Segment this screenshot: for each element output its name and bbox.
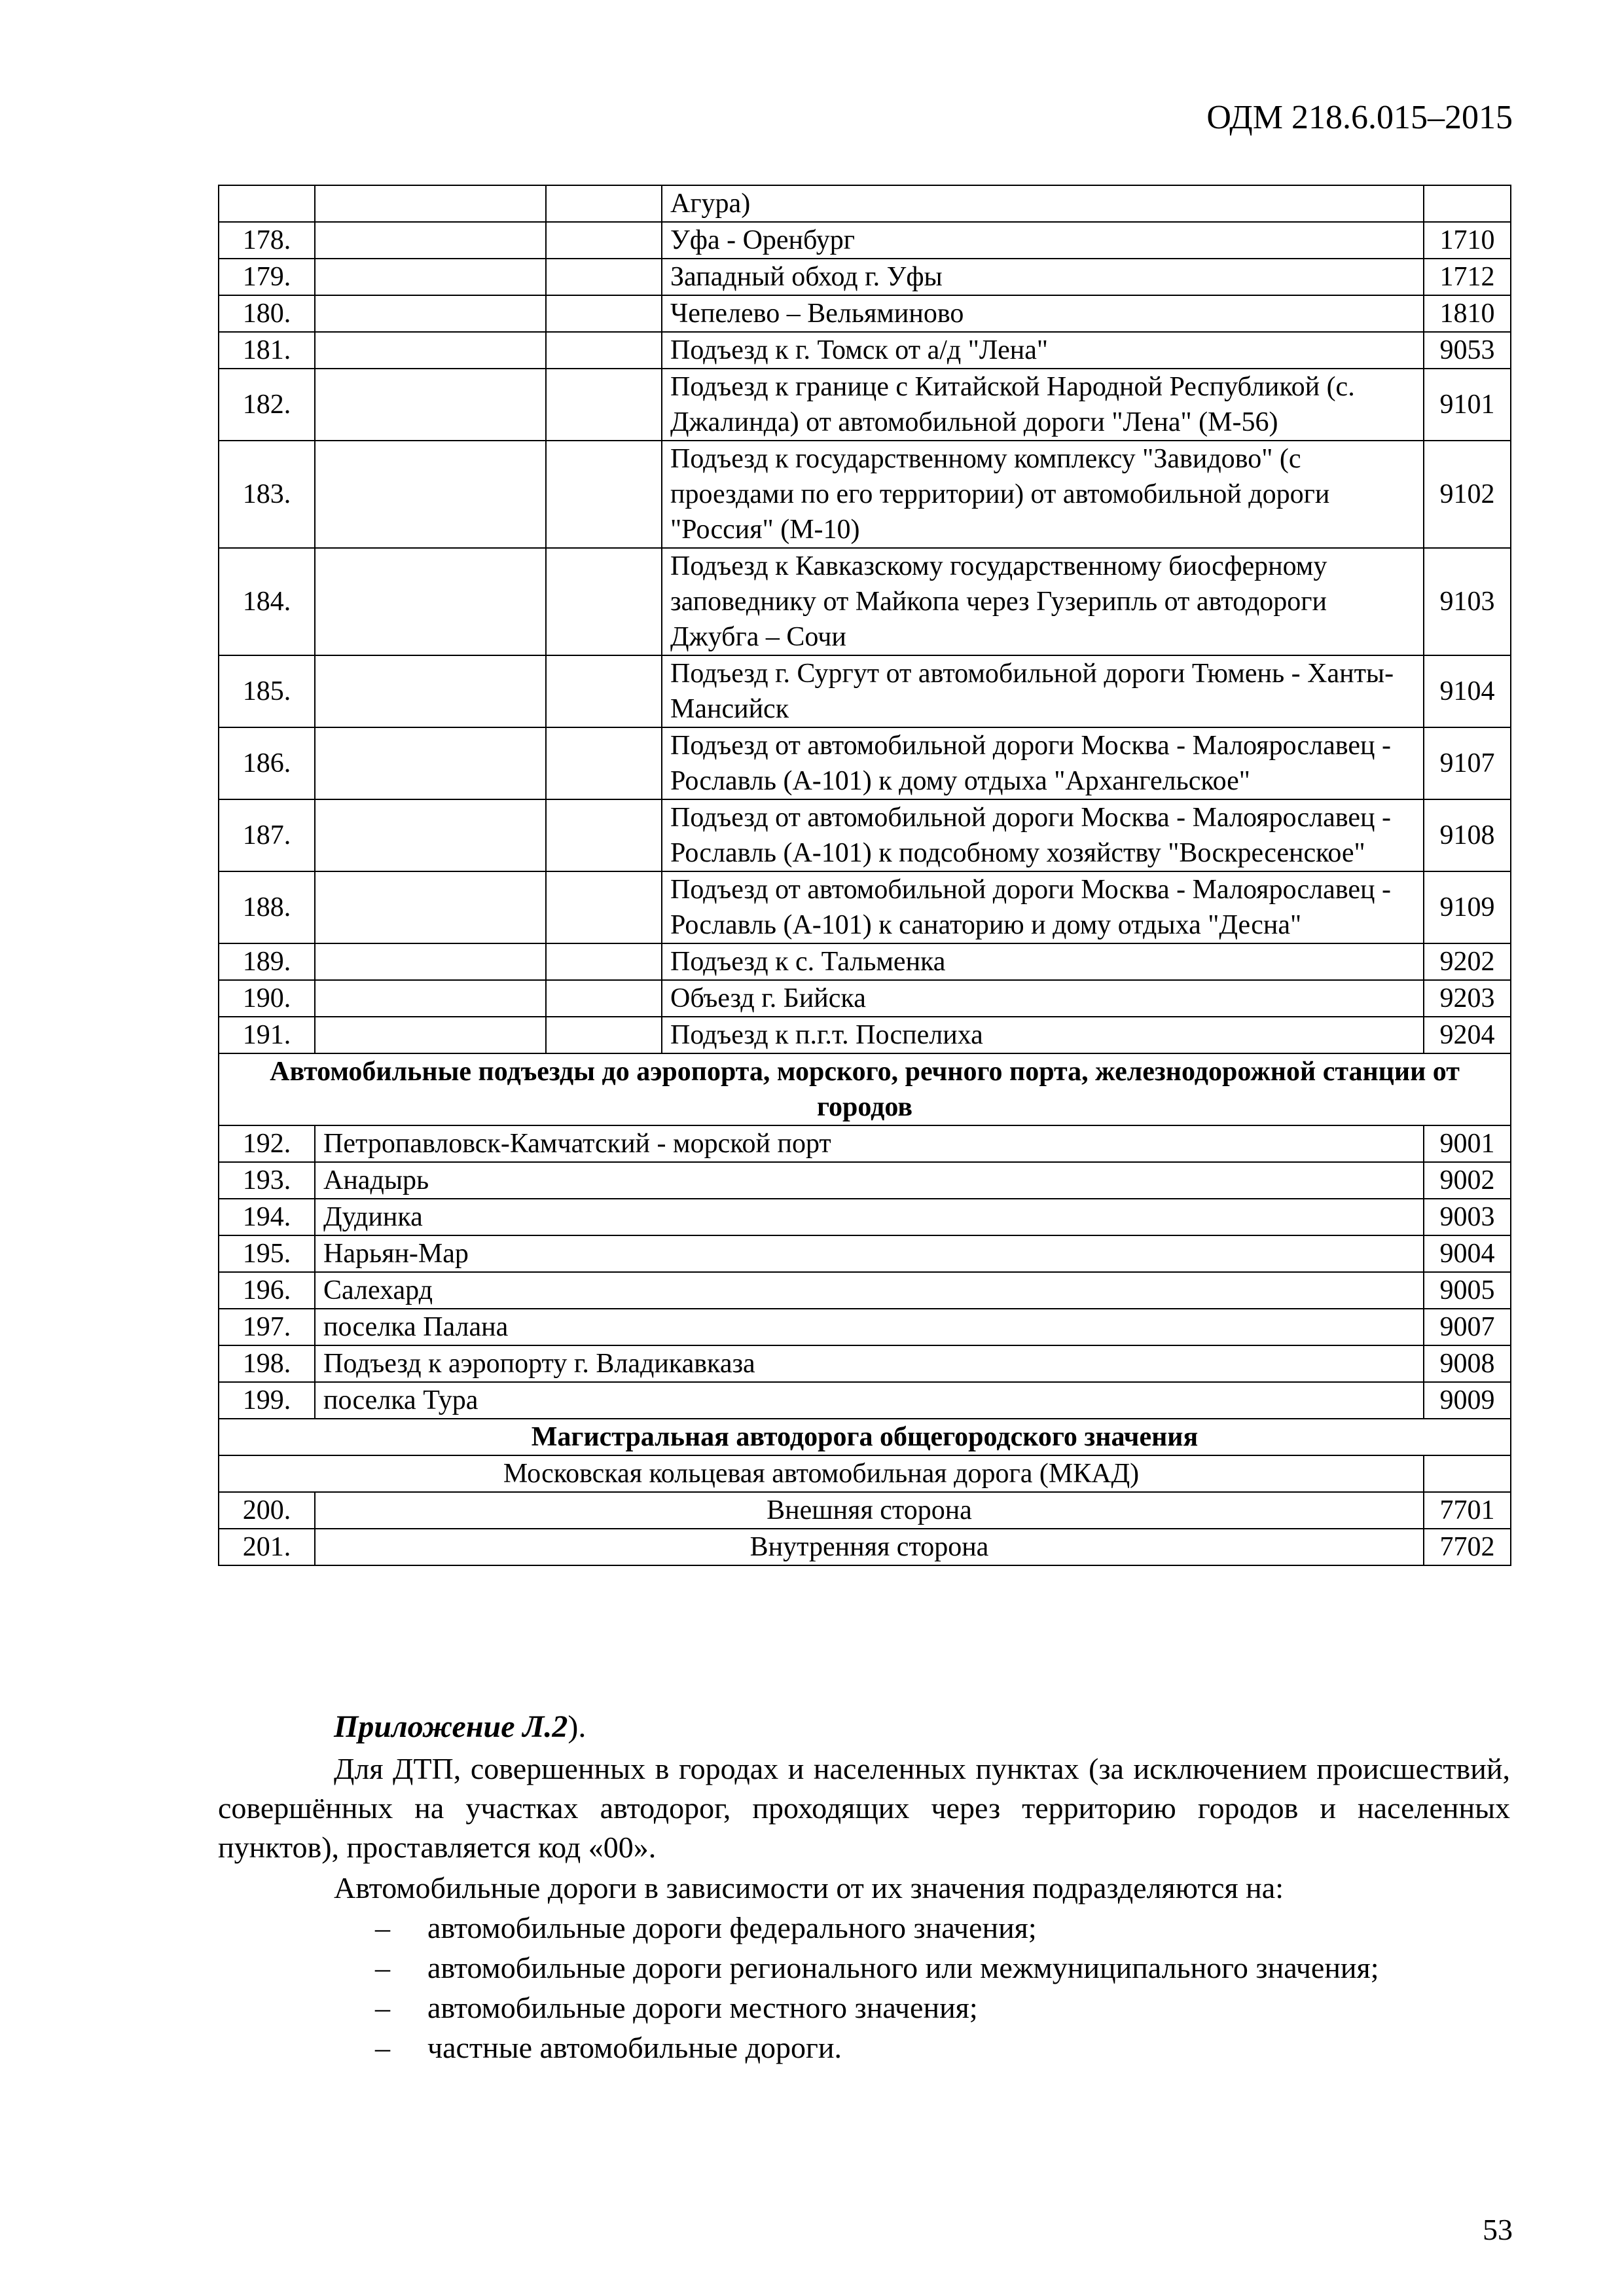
road-code: 9203 [1424,980,1511,1017]
table-row [219,259,1511,295]
row-number: 197. [219,1309,315,1345]
road-name: Подъезд к с. Тальменка [662,943,1424,980]
table-row [219,441,1511,548]
dash-marker: – [375,1911,390,1944]
section-heading-city: Магистральная автодорога общегородского значения [219,1419,1511,1455]
row-number: 196. [219,1272,315,1309]
row-number: 186. [219,727,315,799]
empty-cell [315,980,546,1017]
list-item-text: автомобильные дороги местного значения; [427,1991,978,2024]
empty-cell [315,441,546,548]
road-types-list [218,1908,1510,2068]
table-row [219,185,1511,222]
road-name: Объезд г. Бийска [662,980,1424,1017]
road-code [1424,185,1511,222]
table-row [219,222,1511,259]
road-name: Подъезд к п.г.т. Поспелиха [662,1017,1424,1053]
appendix-title-suffix: ). [568,1709,586,1744]
empty-cell [546,332,662,369]
road-code: 7701 [1424,1492,1511,1529]
table-row [219,943,1511,980]
road-name: Западный обход г. Уфы [662,259,1424,295]
row-number: 188. [219,871,315,943]
table-row [219,727,1511,799]
road-name: Петропавловск-Камчатский - морской порт [315,1125,1424,1162]
table-row [219,1529,1511,1565]
table-body-mkad [219,1492,1511,1565]
page-number: 53 [1483,2213,1513,2246]
road-name: Чепелево – Вельяминово [662,295,1424,332]
empty-cell [546,980,662,1017]
list-item [218,1908,1510,1948]
road-code: 9002 [1424,1162,1511,1199]
road-code: 9108 [1424,799,1511,871]
list-item [218,2028,1510,2068]
empty-cell [315,185,546,222]
list-item-text: автомобильные дороги регионального или межмуниципального значения; [427,1951,1379,1984]
road-code: 9053 [1424,332,1511,369]
mkad-code-empty [1424,1455,1511,1492]
empty-cell [546,369,662,441]
empty-cell [315,1017,546,1053]
road-name: Подъезд к границе с Китайской Народной Республикой (с. Джалинда) от автомобильной дороги "Лена" (М-56) [662,369,1424,441]
row-number: 201. [219,1529,315,1565]
table-section-city [219,1419,1511,1492]
empty-cell [546,799,662,871]
row-number: 190. [219,980,315,1017]
road-name: Подъезд к Кавказскому государственному биосферному заповеднику от Майкопа через Гузерипль от автодороги Джубга – Сочи [662,548,1424,655]
document-code: ОДМ 218.6.015–2015 [1206,99,1513,136]
row-number: 181. [219,332,315,369]
row-number: 198. [219,1345,315,1382]
list-item [218,1988,1510,2028]
table-row [219,1162,1511,1199]
road-code: 9001 [1424,1125,1511,1162]
appendix-paragraph-2: Автомобильные дороги в зависимости от их значения подразделяются на: [334,1871,1284,1904]
road-name: поселка Палана [315,1309,1424,1345]
mkad-row [219,1455,1511,1492]
road-name: Внутренняя сторона [315,1529,1424,1565]
road-code: 9102 [1424,441,1511,548]
row-number: 179. [219,259,315,295]
road-code: 9109 [1424,871,1511,943]
table-row [219,369,1511,441]
road-code: 9007 [1424,1309,1511,1345]
dash-marker: – [375,1951,390,1984]
road-name: Салехард [315,1272,1424,1309]
dash-marker: – [375,1991,390,2024]
table-row [219,548,1511,655]
table-body-top [219,185,1511,1053]
appendix-heading [334,1707,586,1747]
empty-cell [546,655,662,727]
empty-cell [315,222,546,259]
row-number [219,185,315,222]
table-row [219,1235,1511,1272]
row-number: 185. [219,655,315,727]
road-code: 9003 [1424,1199,1511,1235]
road-name: Анадырь [315,1162,1424,1199]
empty-cell [315,799,546,871]
empty-cell [315,943,546,980]
empty-cell [546,185,662,222]
empty-cell [546,295,662,332]
road-code: 9004 [1424,1235,1511,1272]
road-code: 9107 [1424,727,1511,799]
empty-cell [546,727,662,799]
empty-cell [315,727,546,799]
table-row [219,332,1511,369]
road-name: Подъезд к аэропорту г. Владикавказа [315,1345,1424,1382]
row-number: 184. [219,548,315,655]
empty-cell [546,1017,662,1053]
row-number: 193. [219,1162,315,1199]
road-name: Подъезд от автомобильной дороги Москва - Малоярославец - Рославль (А-101) к дому отдыха "Архангельское" [662,727,1424,799]
road-code: 1710 [1424,222,1511,259]
row-number: 182. [219,369,315,441]
row-number: 200. [219,1492,315,1529]
road-name: Подъезд от автомобильной дороги Москва - Малоярославец - Рославль (А-101) к подсобному хозяйству "Воскресенское" [662,799,1424,871]
table-row [219,1382,1511,1419]
row-number: 194. [219,1199,315,1235]
road-name: Дудинка [315,1199,1424,1235]
empty-cell [315,295,546,332]
table-row [219,655,1511,727]
row-number: 199. [219,1382,315,1419]
road-code: 9202 [1424,943,1511,980]
table-row [219,1345,1511,1382]
table-row [219,1309,1511,1345]
row-number: 192. [219,1125,315,1162]
empty-cell [546,548,662,655]
empty-cell [546,871,662,943]
table-row [219,295,1511,332]
road-code: 9009 [1424,1382,1511,1419]
list-item-text: автомобильные дороги федерального значения; [427,1911,1037,1944]
row-number: 189. [219,943,315,980]
table-row [219,871,1511,943]
row-number: 187. [219,799,315,871]
road-name: Уфа - Оренбург [662,222,1424,259]
row-number: 178. [219,222,315,259]
section-heading-airports: Автомобильные подъезды до аэропорта, морского, речного порта, железнодорожной станции от городов [219,1053,1511,1125]
table-row [219,1017,1511,1053]
empty-cell [315,369,546,441]
road-code: 7702 [1424,1529,1511,1565]
row-number: 180. [219,295,315,332]
empty-cell [546,441,662,548]
empty-cell [315,871,546,943]
section-row [219,1419,1511,1455]
empty-cell [546,222,662,259]
roads-table [218,185,1511,1566]
table-section-airports [219,1053,1511,1125]
list-item-text: частные автомобильные дороги. [427,2031,842,2064]
road-name: Подъезд к г. Томск от а/д "Лена" [662,332,1424,369]
table-row [219,1125,1511,1162]
road-code: 1712 [1424,259,1511,295]
road-name: Подъезд к государственному комплексу "Завидово" (с проездами по его территории) от автомобильной дороги "Россия" (М-10) [662,441,1424,548]
empty-cell [315,548,546,655]
row-number: 191. [219,1017,315,1053]
table-row [219,1492,1511,1529]
mkad-label: Московская кольцевая автомобильная дорога (МКАД) [219,1455,1424,1492]
road-code: 1810 [1424,295,1511,332]
section-row [219,1053,1511,1125]
road-code: 9005 [1424,1272,1511,1309]
road-code: 9104 [1424,655,1511,727]
road-code: 9008 [1424,1345,1511,1382]
road-name: Подъезд г. Сургут от автомобильной дороги Тюмень - Ханты-Мансийск [662,655,1424,727]
appendix-title: Приложение Л.2 [334,1709,568,1744]
appendix-paragraph-1: Для ДТП, совершенных в городах и населенных пунктах (за исключением происшествий, совершённых на участках автодорог, проходящих через территорию городов и населенных пунктов), проставляется код «00». [218,1752,1510,1864]
road-name: Подъезд от автомобильной дороги Москва - Малоярославец - Рославль (А-101) к санаторию и дому отдыха "Десна" [662,871,1424,943]
empty-cell [315,259,546,295]
empty-cell [546,259,662,295]
list-item [218,1948,1510,1988]
table-body-airports [219,1125,1511,1419]
road-name: Нарьян-Мар [315,1235,1424,1272]
road-code: 9101 [1424,369,1511,441]
table-row [219,1272,1511,1309]
road-code: 9204 [1424,1017,1511,1053]
table-row [219,1199,1511,1235]
dash-marker: – [375,2031,390,2064]
road-name: поселка Тура [315,1382,1424,1419]
empty-cell [546,943,662,980]
table-row [219,980,1511,1017]
empty-cell [315,332,546,369]
empty-cell [315,655,546,727]
row-number: 183. [219,441,315,548]
road-name: Внешняя сторона [315,1492,1424,1529]
road-name: Агура) [662,185,1424,222]
road-code: 9103 [1424,548,1511,655]
row-number: 195. [219,1235,315,1272]
table-row [219,799,1511,871]
